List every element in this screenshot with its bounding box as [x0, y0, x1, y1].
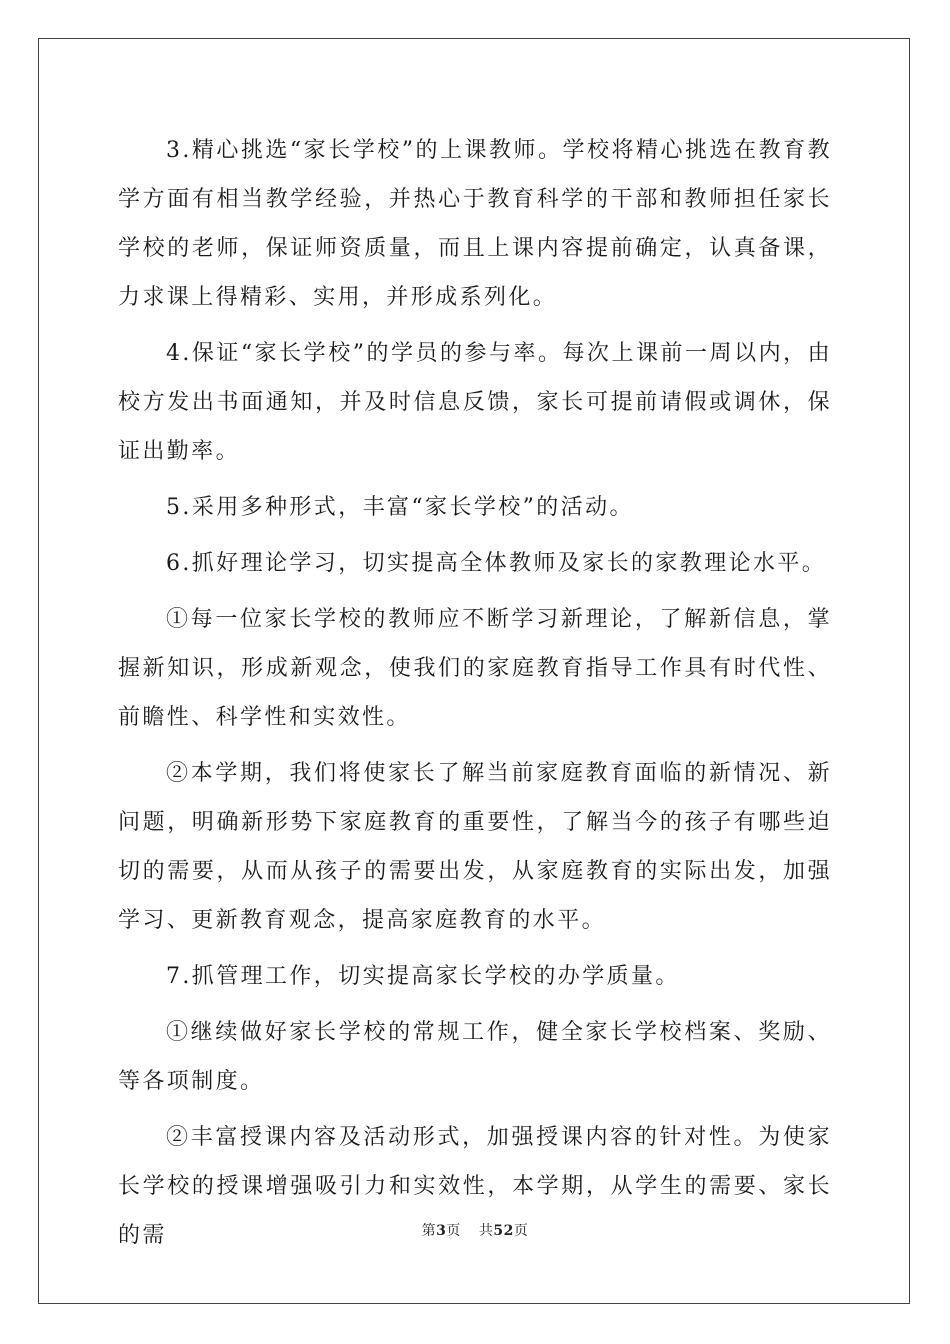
paragraph-item-4-attendance: 4.保证“家长学校”的学员的参与率。每次上课前一周以内，由校方发出书面通知，并及时信息反馈，家长可提前请假或调休，保证出勤率。 [118, 341, 832, 464]
total-prefix: 共 [478, 1223, 494, 1239]
paragraph-sub-7-1: ①继续做好家长学校的常规工作，健全家长学校档案、奖励、等各项制度。 [118, 1020, 832, 1094]
total-suffix: 页 [513, 1223, 529, 1239]
page-suffix: 页 [446, 1223, 461, 1239]
paragraph-item-6-theory: 6.抓好理论学习，切实提高全体教师及家长的家教理论水平。 [166, 551, 827, 576]
paragraph-sub-6-2: ②本学期，我们将使家长了解当前家庭教育面临的新情况、新问题，明确新形势下家庭教育的重要性，了解当今的孩子有哪些迫切的需要，从而从孩子的需要出发，从家庭教育的实际出发，加强学习、更新教育观念，提高家庭教育的水平。 [118, 761, 832, 933]
document-body [118, 126, 832, 1267]
page-prefix: 第 [421, 1223, 437, 1239]
paragraph-sub-7-2: ②丰富授课内容及活动形式，加强授课内容的针对性。为使家长学校的授课增强吸引力和实效性，本学期，从学生的需要、家长的需 [118, 1125, 832, 1248]
paragraph-item-3-teachers: 3.精心挑选“家长学校”的上课教师。学校将精心挑选在教育教学方面有相当教学经验，并热心于教育科学的干部和教师担任家长学校的老师，保证师资质量，而且上课内容提前确定，认真备课，力求课上得精彩、实用，并形成系列化。 [118, 138, 832, 310]
paragraph-item-5-activities: 5.采用多种形式，丰富“家长学校”的活动。 [166, 495, 634, 520]
total-pages: 52 [493, 1223, 514, 1239]
page-footer [0, 1220, 950, 1240]
paragraph-sub-6-1: ①每一位家长学校的教师应不断学习新理论，了解新信息，掌握新知识，形成新观念，使我们的家庭教育指导工作具有时代性、前瞻性、科学性和实效性。 [118, 607, 832, 730]
page-number: 3 [436, 1223, 447, 1239]
paragraph-item-7-management: 7.抓管理工作，切实提高家长学校的办学质量。 [166, 964, 680, 989]
